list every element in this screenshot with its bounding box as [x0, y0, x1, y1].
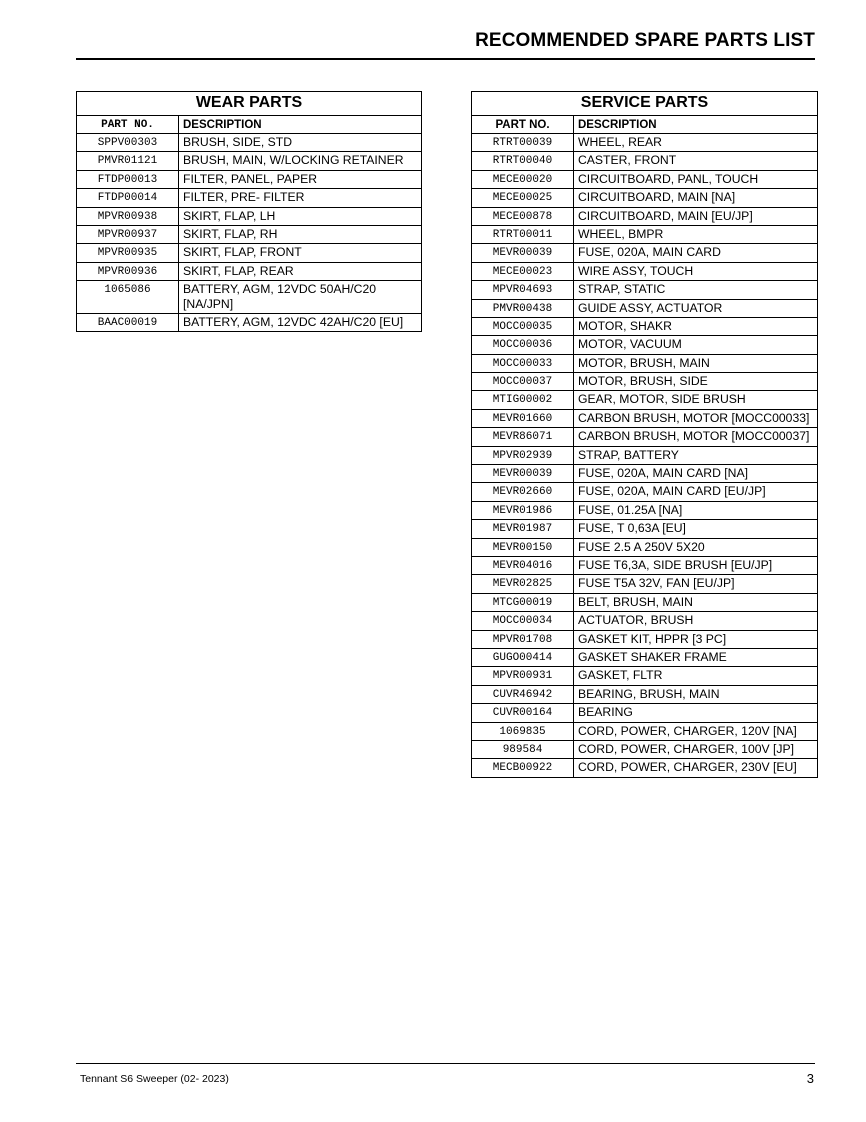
part-number-cell: MPVR00931 — [472, 667, 574, 685]
description-cell: STRAP, STATIC — [574, 281, 818, 299]
part-number-cell: MOCC00037 — [472, 373, 574, 391]
part-number-cell: MEVR01986 — [472, 501, 574, 519]
description-cell: MOTOR, BRUSH, MAIN — [574, 354, 818, 372]
description-cell: FILTER, PANEL, PAPER — [179, 170, 422, 188]
part-number-cell: FTDP00013 — [77, 170, 179, 188]
table-row — [472, 759, 818, 777]
table-row — [472, 207, 818, 225]
description-cell: CARBON BRUSH, MOTOR [MOCC00037] — [574, 428, 818, 446]
table-row — [472, 630, 818, 648]
table-row — [77, 152, 422, 170]
table-row — [472, 428, 818, 446]
part-number-cell: MEVR86071 — [472, 428, 574, 446]
description-cell: GUIDE ASSY, ACTUATOR — [574, 299, 818, 317]
description-cell: SKIRT, FLAP, REAR — [179, 262, 422, 280]
description-cell: CORD, POWER, CHARGER, 100V [JP] — [574, 740, 818, 758]
description-cell: BRUSH, SIDE, STD — [179, 134, 422, 152]
part-number-cell: 1065086 — [77, 281, 179, 314]
service-parts-col-part-no: PART NO. — [472, 116, 574, 134]
table-row — [472, 170, 818, 188]
description-cell: MOTOR, BRUSH, SIDE — [574, 373, 818, 391]
table-row — [77, 313, 422, 331]
header-divider — [76, 58, 815, 60]
wear-parts-title: WEAR PARTS — [77, 92, 422, 116]
description-cell: BATTERY, AGM, 12VDC 50AH/C20 [NA/JPN] — [179, 281, 422, 314]
table-row — [77, 207, 422, 225]
table-row — [472, 483, 818, 501]
table-row — [77, 281, 422, 314]
description-cell: CORD, POWER, CHARGER, 120V [NA] — [574, 722, 818, 740]
table-row — [77, 244, 422, 262]
table-row — [472, 575, 818, 593]
description-cell: SKIRT, FLAP, FRONT — [179, 244, 422, 262]
part-number-cell: CUVR46942 — [472, 685, 574, 703]
part-number-cell: MEVR04016 — [472, 556, 574, 574]
part-number-cell: MEVR01987 — [472, 520, 574, 538]
page-number: 3 — [806, 1071, 814, 1086]
description-cell: BELT, BRUSH, MAIN — [574, 593, 818, 611]
footer-divider — [76, 1063, 815, 1064]
table-row — [472, 556, 818, 574]
part-number-cell: GUGO00414 — [472, 648, 574, 666]
part-number-cell: MEVR00039 — [472, 244, 574, 262]
part-number-cell: MEVR02825 — [472, 575, 574, 593]
description-cell: BATTERY, AGM, 12VDC 42AH/C20 [EU] — [179, 313, 422, 331]
footer-document-title: Tennant S6 Sweeper (02- 2023) — [80, 1073, 229, 1085]
table-row — [472, 244, 818, 262]
description-cell: GASKET KIT, HPPR [3 PC] — [574, 630, 818, 648]
service-parts-body — [472, 134, 818, 778]
table-row — [472, 704, 818, 722]
table-row — [472, 501, 818, 519]
table-row — [472, 409, 818, 427]
description-cell: MOTOR, VACUUM — [574, 336, 818, 354]
part-number-cell: MPVR00935 — [77, 244, 179, 262]
description-cell: MOTOR, SHAKR — [574, 317, 818, 335]
table-row — [472, 281, 818, 299]
table-row — [472, 391, 818, 409]
table-row — [472, 740, 818, 758]
table-row — [77, 170, 422, 188]
table-row — [472, 354, 818, 372]
part-number-cell: MPVR00937 — [77, 225, 179, 243]
wear-parts-body — [77, 134, 422, 332]
description-cell: FUSE, 020A, MAIN CARD — [574, 244, 818, 262]
part-number-cell: RTRT00011 — [472, 225, 574, 243]
table-row — [472, 667, 818, 685]
part-number-cell: MPVR04693 — [472, 281, 574, 299]
part-number-cell: MOCC00035 — [472, 317, 574, 335]
table-row — [472, 612, 818, 630]
wear-parts-table — [76, 91, 422, 332]
part-number-cell: MPVR00936 — [77, 262, 179, 280]
description-cell: SKIRT, FLAP, RH — [179, 225, 422, 243]
table-row — [77, 134, 422, 152]
part-number-cell: MOCC00036 — [472, 336, 574, 354]
part-number-cell: MEVR00039 — [472, 465, 574, 483]
part-number-cell: 989584 — [472, 740, 574, 758]
description-cell: GASKET SHAKER FRAME — [574, 648, 818, 666]
part-number-cell: FTDP00014 — [77, 189, 179, 207]
table-row — [77, 262, 422, 280]
description-cell: FUSE T6,3A, SIDE BRUSH [EU/JP] — [574, 556, 818, 574]
description-cell: SKIRT, FLAP, LH — [179, 207, 422, 225]
table-row — [472, 722, 818, 740]
part-number-cell: MPVR01708 — [472, 630, 574, 648]
description-cell: WHEEL, REAR — [574, 134, 818, 152]
description-cell: STRAP, BATTERY — [574, 446, 818, 464]
table-row — [472, 189, 818, 207]
table-row — [472, 317, 818, 335]
part-number-cell: MTIG00002 — [472, 391, 574, 409]
part-number-cell: MEVR01660 — [472, 409, 574, 427]
description-cell: FUSE, 020A, MAIN CARD [EU/JP] — [574, 483, 818, 501]
description-cell: CIRCUITBOARD, MAIN [EU/JP] — [574, 207, 818, 225]
part-number-cell: MECB00922 — [472, 759, 574, 777]
table-row — [472, 336, 818, 354]
part-number-cell: MECE00023 — [472, 262, 574, 280]
table-row — [472, 134, 818, 152]
description-cell: WIRE ASSY, TOUCH — [574, 262, 818, 280]
wear-parts-col-description: DESCRIPTION — [179, 116, 422, 134]
table-row — [472, 373, 818, 391]
table-row — [472, 446, 818, 464]
description-cell: FUSE T5A 32V, FAN [EU/JP] — [574, 575, 818, 593]
part-number-cell: RTRT00040 — [472, 152, 574, 170]
part-number-cell: RTRT00039 — [472, 134, 574, 152]
service-parts-col-description: DESCRIPTION — [574, 116, 818, 134]
table-row — [472, 152, 818, 170]
table-row — [472, 262, 818, 280]
part-number-cell: 1069835 — [472, 722, 574, 740]
table-row — [472, 648, 818, 666]
part-number-cell: MTCG00019 — [472, 593, 574, 611]
part-number-cell: MECE00020 — [472, 170, 574, 188]
description-cell: BEARING, BRUSH, MAIN — [574, 685, 818, 703]
part-number-cell: MOCC00033 — [472, 354, 574, 372]
table-row — [472, 538, 818, 556]
description-cell: ACTUATOR, BRUSH — [574, 612, 818, 630]
description-cell: CIRCUITBOARD, PANL, TOUCH — [574, 170, 818, 188]
part-number-cell: MEVR00150 — [472, 538, 574, 556]
table-row — [472, 685, 818, 703]
part-number-cell: MPVR00938 — [77, 207, 179, 225]
description-cell: GEAR, MOTOR, SIDE BRUSH — [574, 391, 818, 409]
part-number-cell: MECE00878 — [472, 207, 574, 225]
part-number-cell: MEVR02660 — [472, 483, 574, 501]
description-cell: BRUSH, MAIN, W/LOCKING RETAINER — [179, 152, 422, 170]
part-number-cell: MPVR02939 — [472, 446, 574, 464]
table-row — [472, 465, 818, 483]
description-cell: CASTER, FRONT — [574, 152, 818, 170]
part-number-cell: MOCC00034 — [472, 612, 574, 630]
table-row — [77, 225, 422, 243]
table-row — [472, 593, 818, 611]
part-number-cell: PMVR00438 — [472, 299, 574, 317]
description-cell: FILTER, PRE- FILTER — [179, 189, 422, 207]
description-cell: FUSE, T 0,63A [EU] — [574, 520, 818, 538]
table-row — [472, 520, 818, 538]
page-title: RECOMMENDED SPARE PARTS LIST — [475, 30, 815, 51]
table-row — [472, 299, 818, 317]
description-cell: FUSE, 020A, MAIN CARD [NA] — [574, 465, 818, 483]
description-cell: CARBON BRUSH, MOTOR [MOCC00033] — [574, 409, 818, 427]
description-cell: WHEEL, BMPR — [574, 225, 818, 243]
part-number-cell: PMVR01121 — [77, 152, 179, 170]
part-number-cell: MECE00025 — [472, 189, 574, 207]
wear-parts-col-part-no: PART NO. — [77, 116, 179, 134]
description-cell: FUSE, 01.25A [NA] — [574, 501, 818, 519]
table-row — [77, 189, 422, 207]
description-cell: CIRCUITBOARD, MAIN [NA] — [574, 189, 818, 207]
table-row — [472, 225, 818, 243]
description-cell: FUSE 2.5 A 250V 5X20 — [574, 538, 818, 556]
description-cell: GASKET, FLTR — [574, 667, 818, 685]
part-number-cell: BAAC00019 — [77, 313, 179, 331]
description-cell: BEARING — [574, 704, 818, 722]
service-parts-title: SERVICE PARTS — [472, 92, 818, 116]
part-number-cell: CUVR00164 — [472, 704, 574, 722]
part-number-cell: SPPV00303 — [77, 134, 179, 152]
description-cell: CORD, POWER, CHARGER, 230V [EU] — [574, 759, 818, 777]
service-parts-table — [471, 91, 818, 778]
